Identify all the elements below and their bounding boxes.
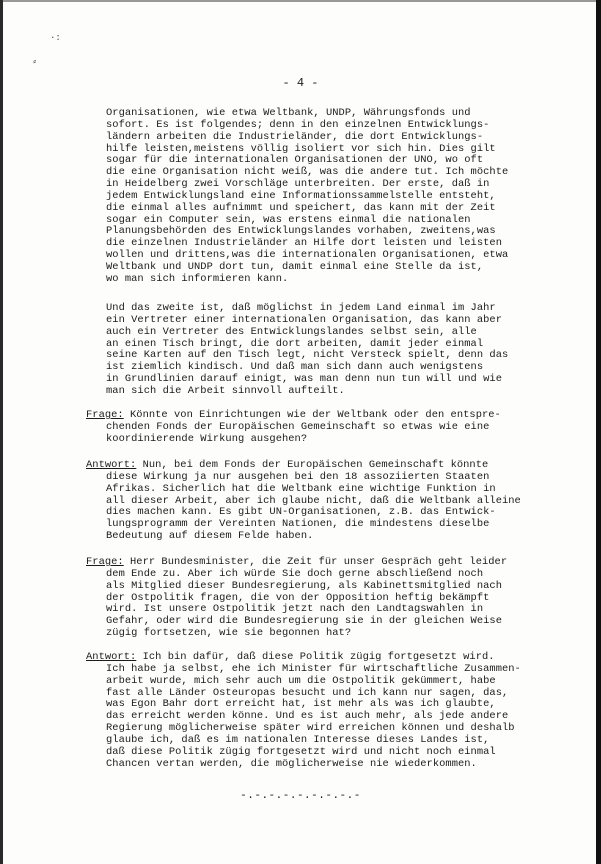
text-line: was Egon Bahr dort erreicht hat, ist mehr als was ich glaubte, (106, 698, 496, 711)
text-line: Organisationen, wie etwa Weltbank, UNDP, Währungsfonds und (106, 107, 471, 119)
text-line: man sich die Arbeit sinnvoll aufteilt. (106, 384, 345, 397)
text-line: daß diese Politik zügig fortgesetzt wird und nicht noch einmal (106, 745, 496, 758)
scan-speck: ⸗ (32, 57, 38, 67)
text-line: das erreicht werden könne. Und es ist auch mehr, als jede andere (106, 710, 509, 723)
text-paragraph (106, 303, 508, 398)
text-line: glaube ich, daß es im nationalen Interesse dieses Landes ist, (106, 733, 490, 746)
speaker-label: Frage: (86, 409, 124, 421)
text-line: diese Wirkung ja nur ausgehen bei den 18 assoziierten Staaten (106, 470, 490, 483)
text-line: als Mitglied dieser Bundesregierung, als Kabinettsmitglied nach (106, 579, 502, 592)
text-line: arbeit wurde, mich sehr auch um die Ostpolitik gekümmert, habe (106, 674, 496, 687)
text-line: die einzelnen Industrieländer an Hilfe dort leisten und leisten (106, 237, 502, 250)
text-line: in Grundlinien darauf einigt, was man denn nun tun will und wie (106, 373, 502, 386)
text-line: fast alle Länder Osteuropas besucht und ich kann nur sagen, das, (106, 686, 509, 699)
text-line: wo man sich informieren kann. (106, 272, 289, 285)
text-line: Bedeutung auf diesem Felde haben. (106, 530, 314, 543)
text-line: dies machen kann. Es gibt UN-Organisationen, z.B. das Entwick- (106, 506, 496, 519)
text-line: in Heidelberg zwei Vorschläge unterbreiten. Der erste, daß in (106, 178, 490, 191)
text-paragraph (106, 108, 508, 286)
qa-paragraph (86, 460, 521, 543)
text-line: wollen und drittens,was die internationalen Organisationen, etwa (106, 249, 509, 262)
text-line: Planungsbehörden des Entwicklungslandes vorhaben, zweitens,was (106, 225, 496, 238)
text-line: lungsprogramm der Vereinten Nationen, die mindestens dieselbe (106, 518, 490, 531)
text-line: sogar ein Computer sein, was erstens einmal die nationalen (106, 213, 471, 226)
qa-paragraph (86, 410, 501, 446)
text-line: der Ostpolitik fragen, die von der Opposition heftig bekämpft (106, 591, 490, 604)
text-line: Afrikas. Sicherlich hat die Weltbank eine wichtige Funktion in (106, 482, 496, 495)
text-line: die eine Organisation nicht weiß, was die andere tut. Ich möchte (106, 166, 509, 179)
text-line: Frage: Könnte von Einrichtungen wie der Weltbank oder den entspre- (86, 409, 501, 421)
text-line: dem Ende zu. Aber ich würde Sie doch gerne abschließend noch (106, 567, 484, 580)
scan-right-edge (596, 0, 601, 864)
text-line: Antwort: Ich bin dafür, daß diese Politik zügig fortgesetzt wird. (86, 651, 495, 663)
text-line: seine Karten auf den Tisch legt, nicht Versteck spielt, denn das (106, 349, 509, 362)
scan-left-edge (0, 0, 3, 864)
text-line: ist ziemlich kindisch. Und daß man sich dann auch wenigstens (106, 361, 484, 374)
text-line: Gefahr, oder wird die Bundesregierung sie in der gleichen Weise (106, 615, 502, 628)
text-line: Und das zweite ist, daß möglichst in jedem Land einmal im Jahr (106, 302, 496, 314)
speaker-label: Frage: (86, 556, 124, 568)
text-line: die einmal alles aufnimmt und speichert, das kann mit der Zeit (106, 201, 496, 214)
text-line: Frage: Herr Bundesminister, die Zeit für unser Gespräch geht leider (86, 556, 508, 568)
scan-speck: ·: (50, 33, 61, 43)
speaker-label: Antwort: (86, 651, 137, 663)
text-line: chenden Fonds der Europäischen Gemeinschaft so etwas wie eine (106, 420, 490, 433)
text-line: koordinierende Wirkung ausgehen? (106, 432, 308, 445)
text-line: Weltbank und UNDP dort tun, damit einmal eine Stelle da ist, (106, 260, 484, 273)
qa-paragraph (86, 557, 507, 640)
page-number: - 4 - (282, 76, 319, 90)
text-line: Antwort: Nun, bei dem Fonds der Europäischen Gemeinschaft könnte (86, 459, 489, 471)
text-line: all dieser Arbeit, aber ich glaube nicht, daß die Weltbank alleine (106, 494, 521, 507)
text-line: auch ein Vertreter des Entwicklungslandes selbst sein, alle (106, 325, 477, 338)
text-line: sogar für die internationalen Organisationen der UNO, wo oft (106, 154, 484, 167)
end-marker: -.-.-.-.-.-.-.-.- (240, 790, 361, 802)
scan-top-edge (0, 0, 601, 2)
text-line: ein Vertreter einer internationalen Organisation, das kann aber (106, 313, 502, 326)
text-line: Ich habe ja selbst, ehe ich Minister für wirtschaftliche Zusammen- (106, 662, 521, 675)
text-line: Regierung möglicherweise später wird erreichen können und deshalb (106, 722, 515, 735)
text-line: ländern arbeiten die Industrieländer, die dort Entwicklungs- (106, 130, 484, 143)
text-line: jedem Entwicklungsland eine Informationssammelstelle entsteht, (106, 189, 496, 202)
text-line: zügig fortsetzen, wie sie begonnen hat? (106, 627, 352, 640)
text-line: sofort. Es ist folgendes; denn in den einzelnen Entwicklungs- (106, 118, 490, 131)
speaker-label: Antwort: (86, 459, 137, 471)
text-line: an einen Tisch bringt, die dort arbeiten, damit jeder einmal (106, 337, 484, 350)
text-line: wird. Ist unsere Ostpolitik jetzt nach den Landtagswahlen in (106, 603, 484, 616)
text-line: hilfe leisten,meistens völlig isoliert vor sich hin. Dies gilt (106, 142, 496, 155)
text-line: Chancen vertan werden, die möglicherweise nie wiederkommen. (106, 757, 477, 770)
qa-paragraph (86, 652, 521, 770)
